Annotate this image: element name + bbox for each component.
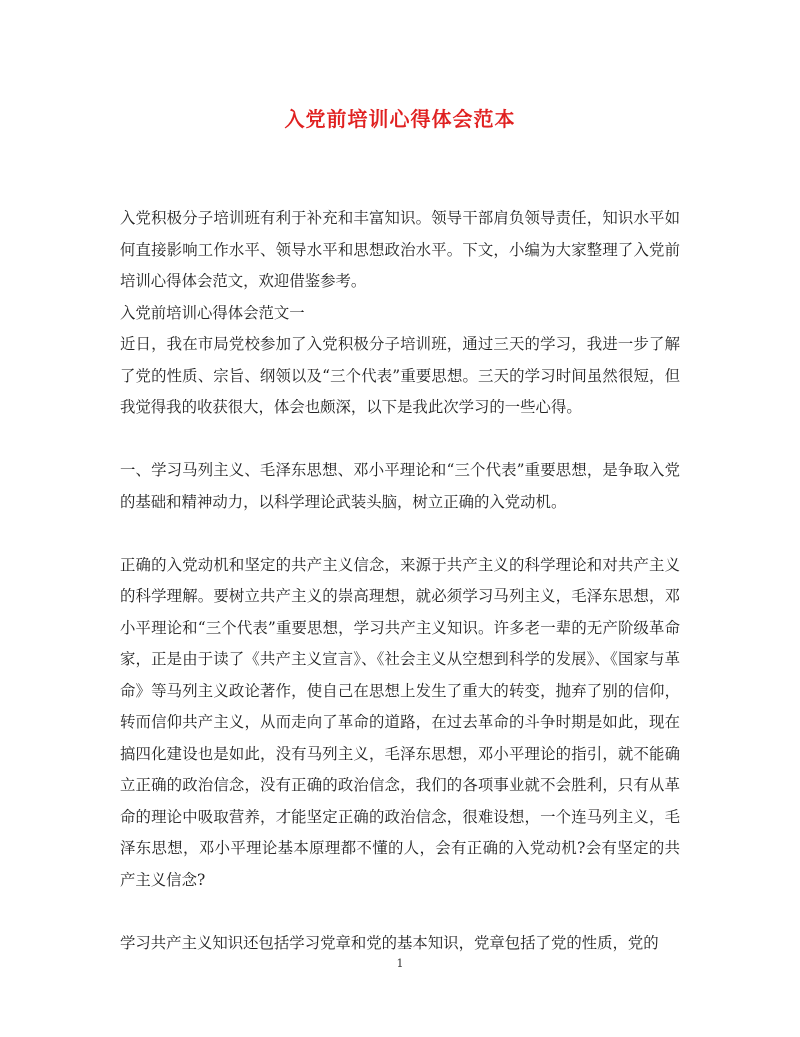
document-body [120,203,680,959]
body-paragraph: 学习共产主义知识还包括学习党章和党的基本知识，党章包括了党的性质，党的 [120,933,659,952]
body-paragraph: 一、学习马列主义、毛泽东思想、邓小平理论和“三个代表”重要思想，是争取入党的基础和精神动力，以科学理论武装头脑，树立正确的入党动机。 [120,461,680,511]
body-paragraph: 近日，我在市局党校参加了入党积极分子培训班，通过三天的学习，我进一步了解了党的性质、宗旨、纲领以及“三个代表”重要思想。三天的学习时间虽然很短，但我觉得我的收获很大，体会也颇深，以下是我此次学习的一些心得。 [120,335,680,416]
paragraph-gap [120,518,680,550]
page-number: 1 [396,957,404,970]
paragraph-gap [120,896,680,928]
document-title: 入党前培训心得体会范本 [284,107,516,131]
section-heading: 入党前培训心得体会范文一 [120,303,305,322]
body-paragraph: 正确的入党动机和坚定的共产主义信念，来源于共产主义的科学理论和对共产主义的科学理解。要树立共产主义的崇高理想，就必须学习马列主义，毛泽东思想，邓小平理论和“三个代表”重要思想，学习共产主义知识。许多老一辈的无产阶级革命家，正是由于读了《共产主义宣言》、《社会主义从空想到科学的发展》、《国家与革命》等马列主义政论著作，使自己在思想上发生了重大的转变，抛弃了别的信仰，转而信仰共产主义，从而走向了革命的道路，在过去革命的斗争时期是如此，现在搞四化建设也是如此，没有马列主义，毛泽东思想，邓小平理论的指引，就不能确立正确的政治信念，没有正确的政治信念，我们的各项事业就不会胜利，只有从革命的理论中吸取营养，才能坚定正确的政治信念，很难设想，一个连马列主义，毛泽东思想，邓小平理论基本原理都不懂的人，会有正确的入党动机?会有坚定的共产主义信念? [120,555,680,889]
intro-paragraph: 入党积极分子培训班有利于补充和丰富知识。领导干部肩负领导责任，知识水平如何直接影响工作水平、领导水平和思想政治水平。下文，小编为大家整理了入党前培训心得体会范文，欢迎借鉴参考。 [120,209,680,290]
paragraph-gap [120,424,680,456]
